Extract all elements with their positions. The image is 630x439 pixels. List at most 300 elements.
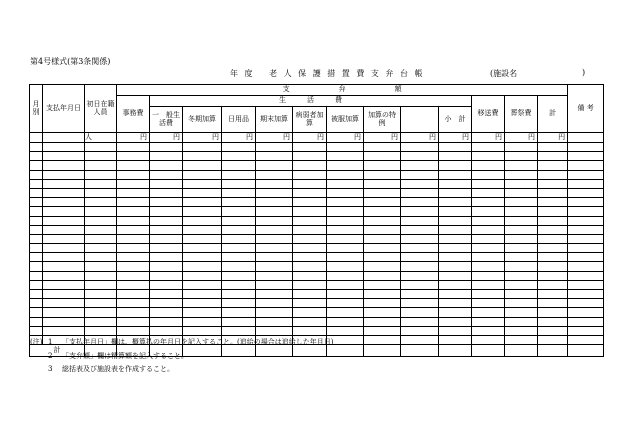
table-cell [150,234,183,243]
table-cell [183,234,222,243]
table-cell [293,262,327,271]
table-cell [401,234,439,243]
table-cell [30,308,43,317]
table-cell [401,326,439,335]
table-cell [568,225,604,234]
table-cell [439,152,472,161]
table-row [30,198,604,207]
table-cell [43,179,85,188]
table-row [30,308,604,317]
table-cell [222,161,256,170]
table-cell [256,271,293,280]
table-cell [293,188,327,197]
table-cell [472,188,505,197]
table-cell [30,271,43,280]
table-cell [30,143,43,152]
ledger-body [30,85,604,357]
table-cell [43,234,85,243]
table-cell [538,308,568,317]
table-cell [256,262,293,271]
table-cell [472,198,505,207]
table-cell [568,170,604,179]
table-cell [401,161,439,170]
table-cell [472,326,505,335]
table-cell [43,188,85,197]
table-cell [472,161,505,170]
table-cell [256,207,293,216]
table-cell [472,216,505,225]
table-cell [222,234,256,243]
table-cell [401,207,439,216]
table-row [30,271,604,280]
table-cell [364,143,401,152]
table-cell [327,188,364,197]
table-cell [472,207,505,216]
table-cell [439,244,472,253]
table-cell [505,262,538,271]
table-cell [85,262,117,271]
table-cell [293,317,327,326]
table-cell [401,280,439,289]
table-cell [568,290,604,299]
table-cell [538,170,568,179]
table-cell [401,225,439,234]
table-cell [364,335,401,344]
table-cell [439,271,472,280]
unit-cell [43,133,85,143]
table-cell [472,262,505,271]
table-cell [43,308,85,317]
table-cell [568,179,604,188]
table-cell [256,225,293,234]
table-cell [472,280,505,289]
table-cell [150,188,183,197]
table-cell [150,225,183,234]
group-shiben: 支 弁 額 [117,85,568,96]
table-cell [401,152,439,161]
table-cell [183,271,222,280]
table-cell [568,271,604,280]
table-cell [85,143,117,152]
table-cell [256,308,293,317]
table-cell [364,271,401,280]
table-cell [327,179,364,188]
unit-yen: 円 [364,133,401,143]
table-cell [117,326,150,335]
table-cell [538,299,568,308]
table-cell [183,198,222,207]
unit-yen: 円 [401,133,439,143]
table-cell [505,143,538,152]
table-cell [85,280,117,289]
table-cell [183,290,222,299]
table-cell [43,253,85,262]
table-row [30,170,604,179]
col-remarks: 備 考 [568,85,604,133]
table-cell [538,234,568,243]
table-cell [568,244,604,253]
table-cell [472,317,505,326]
table-cell [568,280,604,289]
table-cell [222,262,256,271]
col-funeral: 葬祭費 [505,96,538,133]
table-cell [117,234,150,243]
table-cell [364,280,401,289]
table-cell [439,198,472,207]
table-cell [85,152,117,161]
table-cell [256,198,293,207]
table-cell [85,225,117,234]
table-cell [293,207,327,216]
table-cell [183,262,222,271]
ledger-title: 年 度 老 人 保 護 措 置 費 支 弁 台 帳 [230,69,425,78]
unit-yen: 円 [150,133,183,143]
table-cell [364,161,401,170]
table-cell [364,188,401,197]
table-cell [505,170,538,179]
table-cell [401,216,439,225]
table-cell [538,225,568,234]
unit-yen: 円 [183,133,222,143]
table-cell [117,198,150,207]
col-subtotal: 小 計 [439,107,472,133]
table-cell [327,262,364,271]
table-cell [505,152,538,161]
table-cell [256,317,293,326]
table-cell [85,234,117,243]
table-cell [364,253,401,262]
table-row [30,299,604,308]
table-cell [222,170,256,179]
table-cell [439,225,472,234]
table-cell [183,179,222,188]
table-cell [150,308,183,317]
table-cell [505,179,538,188]
table-cell [150,271,183,280]
table-cell [85,207,117,216]
table-cell [327,244,364,253]
table-cell [30,188,43,197]
table-cell [150,207,183,216]
table-cell [364,225,401,234]
table-cell [505,290,538,299]
table-cell [538,188,568,197]
table-cell [183,253,222,262]
table-cell [505,326,538,335]
table-cell [256,152,293,161]
table-cell [30,262,43,271]
table-cell [327,225,364,234]
table-cell [505,234,538,243]
table-cell [327,234,364,243]
table-row [30,225,604,234]
unit-yen: 円 [538,133,568,143]
table-cell [568,317,604,326]
table-cell [222,207,256,216]
table-cell [327,326,364,335]
table-cell [538,290,568,299]
table-cell [85,179,117,188]
table-row [30,262,604,271]
table-cell [439,308,472,317]
table-cell [439,207,472,216]
table-row [30,143,604,152]
table-cell [117,244,150,253]
table-cell [472,152,505,161]
table-cell [401,271,439,280]
table-cell [183,161,222,170]
table-cell [117,170,150,179]
table-cell [256,188,293,197]
table-cell [327,271,364,280]
table-cell [364,207,401,216]
table-cell [505,280,538,289]
table-cell [401,299,439,308]
col-special: 加算の特 例 [364,107,401,133]
facility-close-paren: ) [582,68,586,77]
table-cell [568,234,604,243]
table-cell [293,299,327,308]
table-cell [293,216,327,225]
table-cell [256,299,293,308]
table-cell [117,280,150,289]
form-number: 第4号様式(第3条関係) [30,57,111,66]
table-cell [183,216,222,225]
table-cell [505,207,538,216]
table-cell [505,317,538,326]
table-cell [505,253,538,262]
table-cell [439,280,472,289]
table-cell [256,244,293,253]
header-row-2 [30,96,604,107]
col-daily: 日用品 [222,107,256,133]
table-cell [30,170,43,179]
table-cell [117,161,150,170]
total-cell [364,345,401,357]
unit-yen: 円 [222,133,256,143]
col-initial: 初日在籍人員 [85,85,117,133]
table-cell [505,308,538,317]
table-cell [364,290,401,299]
table-cell [256,143,293,152]
unit-yen: 円 [117,133,150,143]
table-cell [439,317,472,326]
table-cell [85,188,117,197]
note-text: 総括表及び施設表を作成すること。 [62,365,174,373]
table-cell [150,299,183,308]
table-cell [439,143,472,152]
group-living: 生 活 費 [150,96,472,107]
unit-yen: 円 [472,133,505,143]
table-cell [568,152,604,161]
units-row [30,133,604,143]
table-cell [150,179,183,188]
table-cell [183,207,222,216]
col-office: 事務費 [117,96,150,133]
table-cell [150,326,183,335]
table-cell [43,161,85,170]
table-cell [538,152,568,161]
table-cell [568,143,604,152]
table-cell [538,326,568,335]
table-cell [183,225,222,234]
table-cell [472,234,505,243]
table-cell [222,244,256,253]
table-cell [505,271,538,280]
table-cell [222,152,256,161]
table-cell [293,280,327,289]
table-cell [538,280,568,289]
table-cell [293,244,327,253]
table-cell [505,244,538,253]
table-cell [30,216,43,225]
total-cell [538,345,568,357]
table-cell [439,161,472,170]
table-cell [568,161,604,170]
table-cell [43,317,85,326]
table-cell [364,317,401,326]
note-2 [30,350,333,364]
table-cell [439,234,472,243]
col-yearend: 期末加算 [256,107,293,133]
table-cell [150,198,183,207]
table-cell [43,290,85,299]
title-line [0,68,630,80]
unit-cell [568,133,604,143]
table-cell [327,152,364,161]
col-paydate: 支払年月日 [43,85,85,133]
table-cell [30,234,43,243]
table-cell [150,143,183,152]
table-cell [401,179,439,188]
table-cell [538,244,568,253]
table-cell [538,198,568,207]
table-cell [293,225,327,234]
table-row [30,179,604,188]
table-cell [256,253,293,262]
table-cell [222,253,256,262]
table-cell [538,253,568,262]
table-cell [472,170,505,179]
table-cell [183,152,222,161]
table-cell [85,326,117,335]
table-cell [293,234,327,243]
ledger-table [29,84,604,357]
table-cell [538,335,568,344]
table-cell [256,326,293,335]
note-text: 「支弁額」欄は精算額を記入すること。 [62,351,188,360]
table-cell [472,143,505,152]
table-cell [364,179,401,188]
table-cell [117,290,150,299]
table-cell [222,179,256,188]
table-cell [43,170,85,179]
table-cell [538,161,568,170]
table-cell [472,244,505,253]
table-cell [439,326,472,335]
table-cell [150,262,183,271]
table-row [30,317,604,326]
col-clothing: 被服加算 [327,107,364,133]
table-cell [85,198,117,207]
table-cell [401,188,439,197]
table-cell [30,161,43,170]
note-text: 「支払年月日」欄は、概算払の年月日を記入すること。(追給の場合は追給した年月日) [62,338,334,346]
table-cell [150,244,183,253]
facility-name-field [490,68,586,79]
table-cell [117,207,150,216]
table-cell [568,262,604,271]
table-cell [85,253,117,262]
table-cell [568,308,604,317]
table-cell [117,271,150,280]
table-cell [364,299,401,308]
table-cell [30,207,43,216]
table-cell [117,216,150,225]
table-cell [472,253,505,262]
total-label: 計 [30,345,85,357]
table-cell [85,290,117,299]
table-cell [150,317,183,326]
table-cell [222,271,256,280]
table-cell [472,271,505,280]
table-cell [30,244,43,253]
table-cell [150,280,183,289]
table-cell [43,152,85,161]
table-cell [401,262,439,271]
table-cell [183,299,222,308]
table-cell [150,290,183,299]
table-cell [293,290,327,299]
table-cell [439,179,472,188]
table-cell [117,253,150,262]
table-cell [568,253,604,262]
table-row [30,216,604,225]
table-row [30,244,604,253]
total-cell [439,345,472,357]
table-cell [401,170,439,179]
table-cell [293,179,327,188]
table-cell [256,280,293,289]
table-cell [327,161,364,170]
table-cell [256,179,293,188]
table-cell [505,335,538,344]
table-cell [401,244,439,253]
table-cell [364,244,401,253]
table-cell [43,299,85,308]
table-cell [568,335,604,344]
table-cell [364,170,401,179]
table-cell [364,234,401,243]
table-row [30,253,604,262]
table-cell [538,207,568,216]
table-cell [472,335,505,344]
total-cell [401,345,439,357]
table-cell [327,216,364,225]
table-cell [401,317,439,326]
table-cell [43,143,85,152]
table-cell [85,317,117,326]
table-cell [222,143,256,152]
table-cell [327,290,364,299]
table-cell [364,262,401,271]
table-row [30,161,604,170]
table-cell [439,262,472,271]
table-cell [85,161,117,170]
table-cell [505,225,538,234]
table-cell [85,308,117,317]
table-cell [222,317,256,326]
